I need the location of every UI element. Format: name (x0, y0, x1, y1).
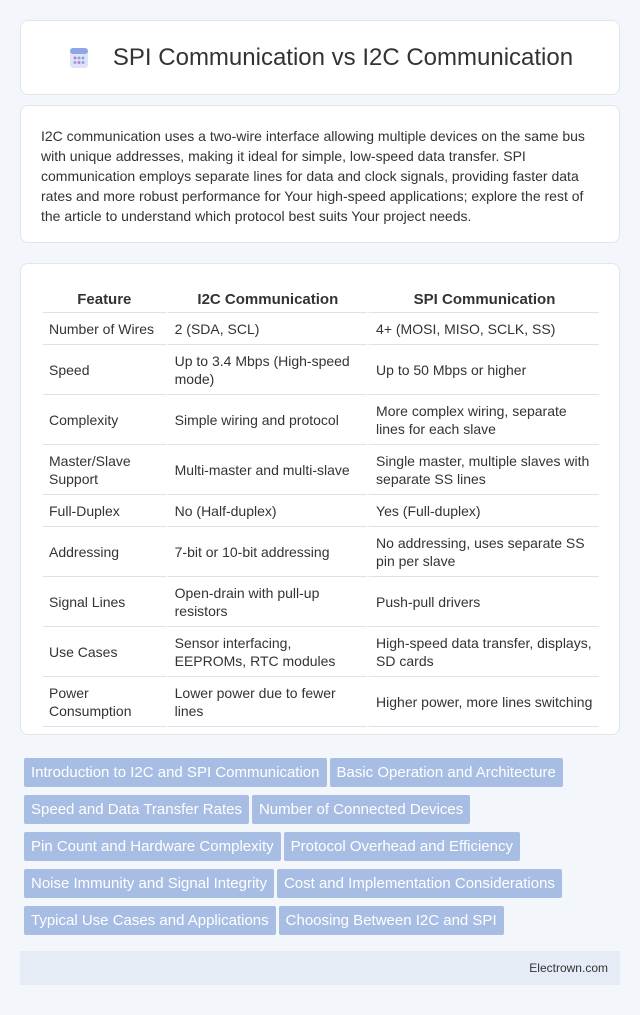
intro-paragraph: I2C communication uses a two-wire interface allowing multiple devices on the same bus with unique addresses, making it ideal for simple, low-speed data transfer. SPI communication employs separate lines for data and clock signals, providing faster data rates and more robust performance for Your high-speed applications; explore the rest of the article to understand which protocol best suits Your project needs. (41, 128, 585, 224)
topic-tags (24, 758, 620, 943)
table-header-row (43, 282, 599, 313)
spi-cell: 4+ (MOSI, MISO, SCLK, SS) (367, 313, 599, 345)
table-row (43, 345, 599, 395)
topic-tag-connected-devices[interactable]: Number of Connected Devices (252, 795, 470, 824)
intro-card (20, 105, 620, 243)
header-i2c: I2C Communication (166, 282, 367, 313)
i2c-cell: Simple wiring and protocol (166, 395, 367, 445)
table-row (43, 577, 599, 627)
i2c-cell: Up to 3.4 Mbps (High-speed mode) (166, 345, 367, 395)
spi-cell: Higher power, more lines switching (367, 677, 599, 727)
feature-cell: Addressing (43, 527, 166, 577)
topic-tag-basic-operation[interactable]: Basic Operation and Architecture (330, 758, 563, 787)
spi-cell: Up to 50 Mbps or higher (367, 345, 599, 395)
page-title: SPI Communication vs I2C Communication (112, 43, 574, 71)
spi-cell: More complex wiring, separate lines for each slave (367, 395, 599, 445)
calculator-icon (67, 46, 91, 70)
comparison-table-card (20, 263, 620, 735)
spi-cell: Push-pull drivers (367, 577, 599, 627)
table-row (43, 677, 599, 727)
feature-cell: Master/Slave Support (43, 445, 166, 495)
table-row (43, 527, 599, 577)
feature-cell: Power Consumption (43, 677, 166, 727)
table-row (43, 445, 599, 495)
feature-cell: Full-Duplex (43, 495, 166, 527)
feature-cell: Complexity (43, 395, 166, 445)
spi-cell: High-speed data transfer, displays, SD cards (367, 627, 599, 677)
topic-tag-speed[interactable]: Speed and Data Transfer Rates (24, 795, 249, 824)
title-card (20, 20, 620, 95)
i2c-cell: 7-bit or 10-bit addressing (166, 527, 367, 577)
feature-cell: Use Cases (43, 627, 166, 677)
topic-tag-protocol-overhead[interactable]: Protocol Overhead and Efficiency (284, 832, 520, 861)
footer (20, 951, 620, 985)
topic-tag-choosing[interactable]: Choosing Between I2C and SPI (279, 906, 504, 935)
spi-cell: Single master, multiple slaves with separate SS lines (367, 445, 599, 495)
header-spi: SPI Communication (367, 282, 599, 313)
footer-site-name[interactable]: Electrown.com (529, 961, 608, 975)
i2c-cell: Multi-master and multi-slave (166, 445, 367, 495)
i2c-cell: Open-drain with pull-up resistors (166, 577, 367, 627)
comparison-table (43, 282, 599, 727)
topic-tag-cost[interactable]: Cost and Implementation Considerations (277, 869, 562, 898)
topic-tag-use-cases[interactable]: Typical Use Cases and Applications (24, 906, 276, 935)
i2c-cell: 2 (SDA, SCL) (166, 313, 367, 345)
header-feature: Feature (43, 282, 166, 313)
topic-tag-introduction[interactable]: Introduction to I2C and SPI Communication (24, 758, 327, 787)
spi-cell: Yes (Full-duplex) (367, 495, 599, 527)
topic-tag-pin-count[interactable]: Pin Count and Hardware Complexity (24, 832, 281, 861)
i2c-cell: Lower power due to fewer lines (166, 677, 367, 727)
spi-cell: No addressing, uses separate SS pin per slave (367, 527, 599, 577)
topic-tag-noise-immunity[interactable]: Noise Immunity and Signal Integrity (24, 869, 274, 898)
i2c-cell: No (Half-duplex) (166, 495, 367, 527)
i2c-cell: Sensor interfacing, EEPROMs, RTC modules (166, 627, 367, 677)
table-row (43, 395, 599, 445)
table-row (43, 495, 599, 527)
feature-cell: Signal Lines (43, 577, 166, 627)
table-row (43, 313, 599, 345)
feature-cell: Number of Wires (43, 313, 166, 345)
table-row (43, 627, 599, 677)
feature-cell: Speed (43, 345, 166, 395)
